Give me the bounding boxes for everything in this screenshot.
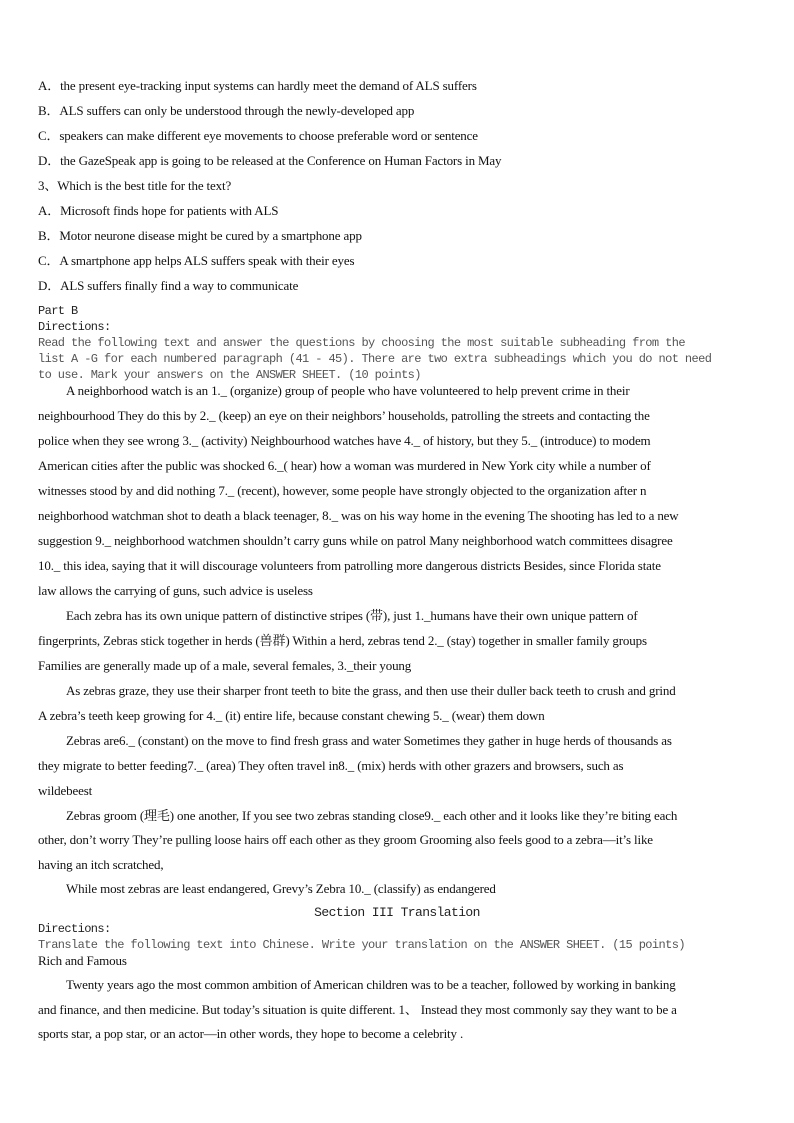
passage-line: neighborhood watchman shot to death a black teenager, 8._ was on his way home in the evening The shooting has led to a new bbox=[38, 508, 679, 523]
passage-line: witnesses stood by and did nothing 7._ (recent), however, some people have strongly objected to the organization after n bbox=[38, 483, 647, 498]
translation-subtitle: Rich and Famous bbox=[38, 953, 127, 968]
passage-line: A zebra’s teeth keep growing for 4._ (it) entire life, because constant chewing 5._ (wear) them down bbox=[38, 708, 545, 723]
directions-text: Translate the following text into Chinese. Write your translation on the ANSWER SHEET. (15 points) bbox=[38, 938, 685, 952]
section-title: Section III Translation bbox=[314, 905, 480, 920]
passage-line: Families are generally made up of a male, several females, 3._their young bbox=[38, 658, 412, 673]
passage-line: having an itch scratched, bbox=[38, 857, 164, 872]
passage-line: Zebras groom (理毛) one another, If you see two zebras standing close9._ each other and it looks like they’re biting each bbox=[66, 808, 678, 823]
passage-line: wildebeest bbox=[38, 783, 93, 798]
passage-line: law allows the carrying of guns, such advice is useless bbox=[38, 583, 313, 598]
directions-text: list A -G for each numbered paragraph (41 - 45). There are two extra subheadings which you do not need bbox=[38, 352, 712, 366]
passage-line: A neighborhood watch is an 1._ (organize) group of people who have volunteered to help prevent crime in their bbox=[66, 383, 630, 398]
passage-line: sports star, a pop star, or an actor—in other words, they hope to become a celebrity . bbox=[38, 1026, 464, 1041]
passage-line: American cities after the public was shocked 6._( hear) how a woman was murdered in New York city while a number of bbox=[38, 458, 651, 473]
question-3: 3、Which is the best title for the text? bbox=[38, 178, 232, 193]
option-b: B．ALS suffers can only be understood through the newly-developed app bbox=[38, 103, 415, 118]
option-c: C．speakers can make different eye movements to choose preferable word or sentence bbox=[38, 128, 478, 143]
passage-line: and finance, and then medicine. But today’s situation is quite different. 1、 Instead they most commonly say they want to be a bbox=[38, 1002, 677, 1017]
part-b-title: Part B bbox=[38, 304, 78, 318]
passage-line: neighbourhood They do this by 2._ (keep) an eye on their neighbors’ households, patrolling the streets and contacting the bbox=[38, 408, 650, 423]
passage-line: Twenty years ago the most common ambition of American children was to be a teacher, followed by working in banking bbox=[66, 977, 676, 992]
passage-line: fingerprints, Zebras stick together in herds (兽群) Within a herd, zebras tend 2._ (stay) together in smaller family groups bbox=[38, 633, 647, 648]
option-b: B．Motor neurone disease might be cured by a smartphone app bbox=[38, 228, 362, 243]
directions-text: Read the following text and answer the questions by choosing the most suitable subheading from the bbox=[38, 336, 685, 350]
option-c: C．A smartphone app helps ALS suffers speak with their eyes bbox=[38, 253, 355, 268]
passage-line: As zebras graze, they use their sharper front teeth to bite the grass, and then use their duller back teeth to crush and grind bbox=[66, 683, 676, 698]
option-a: A．Microsoft finds hope for patients with ALS bbox=[38, 203, 279, 218]
passage-line: they migrate to better feeding7._ (area) They often travel in8._ (mix) herds with other grazers and browsers, such as bbox=[38, 758, 624, 773]
passage-line: Zebras are6._ (constant) on the move to find fresh grass and water Sometimes they gather in huge herds of thousands as bbox=[66, 733, 672, 748]
passage-line: 10._ this idea, saying that it will discourage volunteers from patrolling more dangerous districts Besides, since Florida state bbox=[38, 558, 661, 573]
passage-line: police when they see wrong 3._ (activity) Neighbourhood watches have 4._ of history, but they 5._ (introduce) to modem bbox=[38, 433, 651, 448]
option-a: A．the present eye-tracking input systems can hardly meet the demand of ALS suffers bbox=[38, 78, 477, 93]
option-d: D．the GazeSpeak app is going to be released at the Conference on Human Factors in May bbox=[38, 153, 502, 168]
directions-label: Directions: bbox=[38, 320, 111, 334]
passage-line: Each zebra has its own unique pattern of distinctive stripes (带), just 1._humans have their own unique pattern of bbox=[66, 608, 638, 623]
directions-label: Directions: bbox=[38, 922, 111, 936]
passage-line: While most zebras are least endangered, Grevy’s Zebra 10._ (classify) as endangered bbox=[66, 881, 496, 896]
option-d: D．ALS suffers finally find a way to communicate bbox=[38, 278, 299, 293]
passage-line: suggestion 9._ neighborhood watchmen shouldn’t carry guns while on patrol Many neighborhood watch committees disagree bbox=[38, 533, 673, 548]
passage-line: other, don’t worry They’re pulling loose hairs off each other as they groom Grooming also feels good to a zebra—it’s like bbox=[38, 832, 653, 847]
directions-text: to use. Mark your answers on the ANSWER SHEET. (10 points) bbox=[38, 368, 421, 382]
